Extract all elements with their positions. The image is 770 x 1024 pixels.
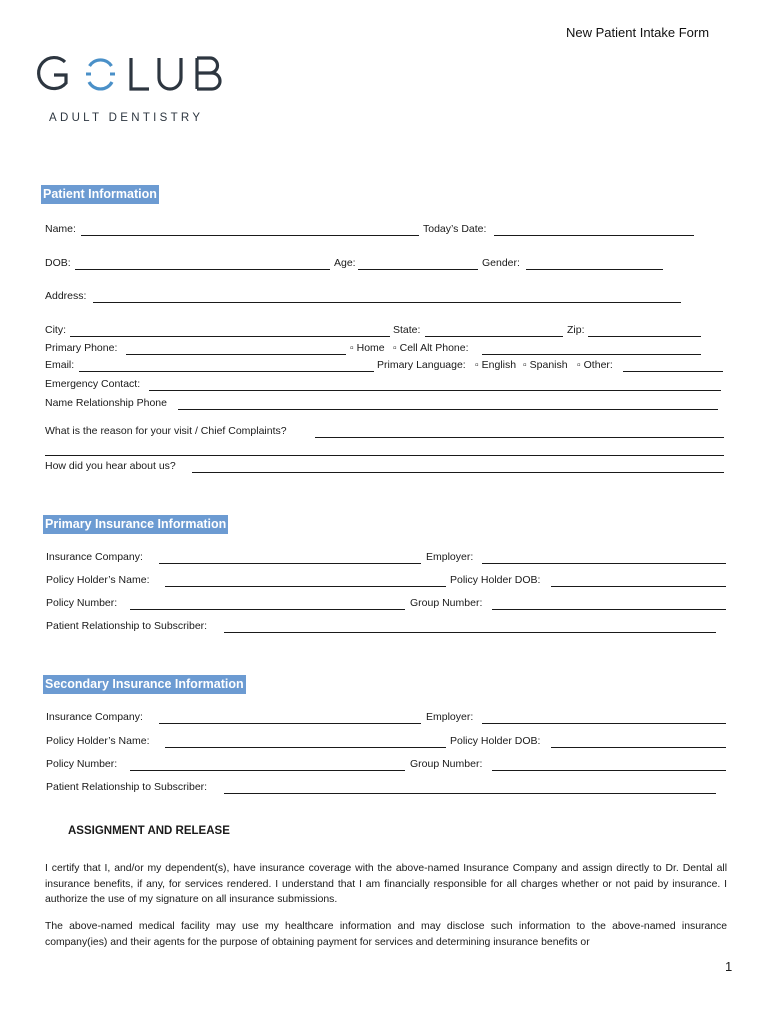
- age-label: Age:: [334, 257, 356, 269]
- primary-holder-name-field[interactable]: [165, 586, 446, 587]
- reason-field[interactable]: [315, 437, 724, 438]
- secondary-holder-dob-field[interactable]: [551, 747, 726, 748]
- page-number: 1: [725, 959, 733, 974]
- cell-alt-phone-label[interactable]: ▫ Cell Alt Phone:: [393, 342, 469, 354]
- hear-about-field[interactable]: [192, 472, 724, 473]
- primary-holder-dob-field[interactable]: [551, 586, 726, 587]
- secondary-group-number-field[interactable]: [492, 770, 726, 771]
- assignment-heading: ASSIGNMENT AND RELEASE: [68, 825, 230, 837]
- secondary-company-label: Insurance Company:: [46, 711, 143, 723]
- name-relationship-phone-label: Name Relationship Phone: [45, 397, 167, 409]
- secondary-holder-dob-label: Policy Holder DOB:: [450, 735, 541, 747]
- primary-relationship-field[interactable]: [224, 632, 716, 633]
- primary-phone-label: Primary Phone:: [45, 342, 118, 354]
- city-label: City:: [45, 324, 66, 336]
- logo-subtitle: ADULT DENTISTRY: [49, 112, 204, 124]
- gender-label: Gender:: [482, 257, 520, 269]
- state-field[interactable]: [425, 336, 563, 337]
- address-label: Address:: [45, 290, 87, 302]
- spanish-checkbox[interactable]: ▫ Spanish: [523, 359, 568, 371]
- primary-relationship-label: Patient Relationship to Subscriber:: [46, 620, 208, 632]
- secondary-employer-field[interactable]: [482, 723, 726, 724]
- primary-group-number-field[interactable]: [492, 609, 726, 610]
- secondary-holder-name-label: Policy Holder’s Name:: [46, 735, 150, 747]
- hear-about-label: How did you hear about us?: [45, 460, 176, 472]
- primary-company-field[interactable]: [159, 563, 421, 564]
- name-relationship-phone-field[interactable]: [178, 409, 718, 410]
- primary-holder-dob-label: Policy Holder DOB:: [450, 574, 541, 586]
- primary-employer-field[interactable]: [482, 563, 726, 564]
- name-field[interactable]: [81, 235, 419, 236]
- emergency-contact-label: Emergency Contact:: [45, 378, 141, 390]
- name-label: Name:: [45, 223, 76, 235]
- other-checkbox[interactable]: ▫ Other:: [577, 359, 613, 371]
- secondary-holder-name-field[interactable]: [165, 747, 446, 748]
- other-language-field[interactable]: [623, 371, 723, 372]
- assignment-paragraph-2: The above-named medical facility may use my healthcare information and may disclose such information to the above-named insurance company(ies) and their agents for the purpose of obtaining payment for services and determining insurance benefits or: [45, 921, 727, 948]
- primary-group-number-label: Group Number:: [410, 597, 483, 609]
- reason-field-line2[interactable]: [45, 455, 724, 456]
- cell-alt-phone-field[interactable]: [482, 354, 701, 355]
- primary-company-label: Insurance Company:: [46, 551, 143, 563]
- secondary-relationship-label: Patient Relationship to Subscriber:: [46, 781, 208, 793]
- assignment-paragraph-1: I certify that I, and/or my dependent(s), have insurance coverage with the above-named Insurance Company and assign directly to Dr. Dental all insurance benefits, if any, for services rendered. I understand that I am financially responsible for all charges whether or not paid by insurance. I authorize the use of my signature on all insurance submissions.: [45, 863, 727, 905]
- primary-insurance-heading: Primary Insurance Information: [43, 515, 228, 534]
- city-field[interactable]: [70, 336, 390, 337]
- secondary-group-number-label: Group Number:: [410, 758, 483, 770]
- secondary-employer-label: Employer:: [426, 711, 474, 723]
- zip-field[interactable]: [588, 336, 701, 337]
- primary-policy-number-label: Policy Number:: [46, 597, 118, 609]
- dob-field[interactable]: [75, 269, 330, 270]
- gender-field[interactable]: [526, 269, 663, 270]
- form-title: New Patient Intake Form: [566, 25, 710, 40]
- dob-label: DOB:: [45, 257, 71, 269]
- email-label: Email:: [45, 359, 75, 371]
- primary-language-label: Primary Language:: [377, 359, 466, 371]
- secondary-policy-number-field[interactable]: [130, 770, 405, 771]
- english-checkbox[interactable]: ▫ English: [475, 359, 517, 371]
- primary-phone-field[interactable]: [126, 354, 346, 355]
- primary-employer-label: Employer:: [426, 551, 474, 563]
- secondary-insurance-heading: Secondary Insurance Information: [43, 675, 246, 694]
- email-field[interactable]: [79, 371, 374, 372]
- primary-holder-name-label: Policy Holder’s Name:: [46, 574, 150, 586]
- patient-info-heading: Patient Information: [41, 185, 159, 204]
- golub-logo: [31, 52, 236, 98]
- primary-policy-number-field[interactable]: [130, 609, 405, 610]
- home-checkbox[interactable]: ▫ Home: [350, 342, 385, 354]
- secondary-relationship-field[interactable]: [224, 793, 716, 794]
- secondary-company-field[interactable]: [159, 723, 421, 724]
- state-label: State:: [393, 324, 421, 336]
- address-field[interactable]: [93, 302, 681, 303]
- todays-date-label: Today’s Date:: [423, 223, 487, 235]
- secondary-policy-number-label: Policy Number:: [46, 758, 118, 770]
- age-field[interactable]: [358, 269, 478, 270]
- reason-label: What is the reason for your visit / Chief Complaints?: [45, 425, 287, 437]
- todays-date-field[interactable]: [494, 235, 694, 236]
- zip-label: Zip:: [567, 324, 585, 336]
- emergency-contact-field[interactable]: [149, 390, 721, 391]
